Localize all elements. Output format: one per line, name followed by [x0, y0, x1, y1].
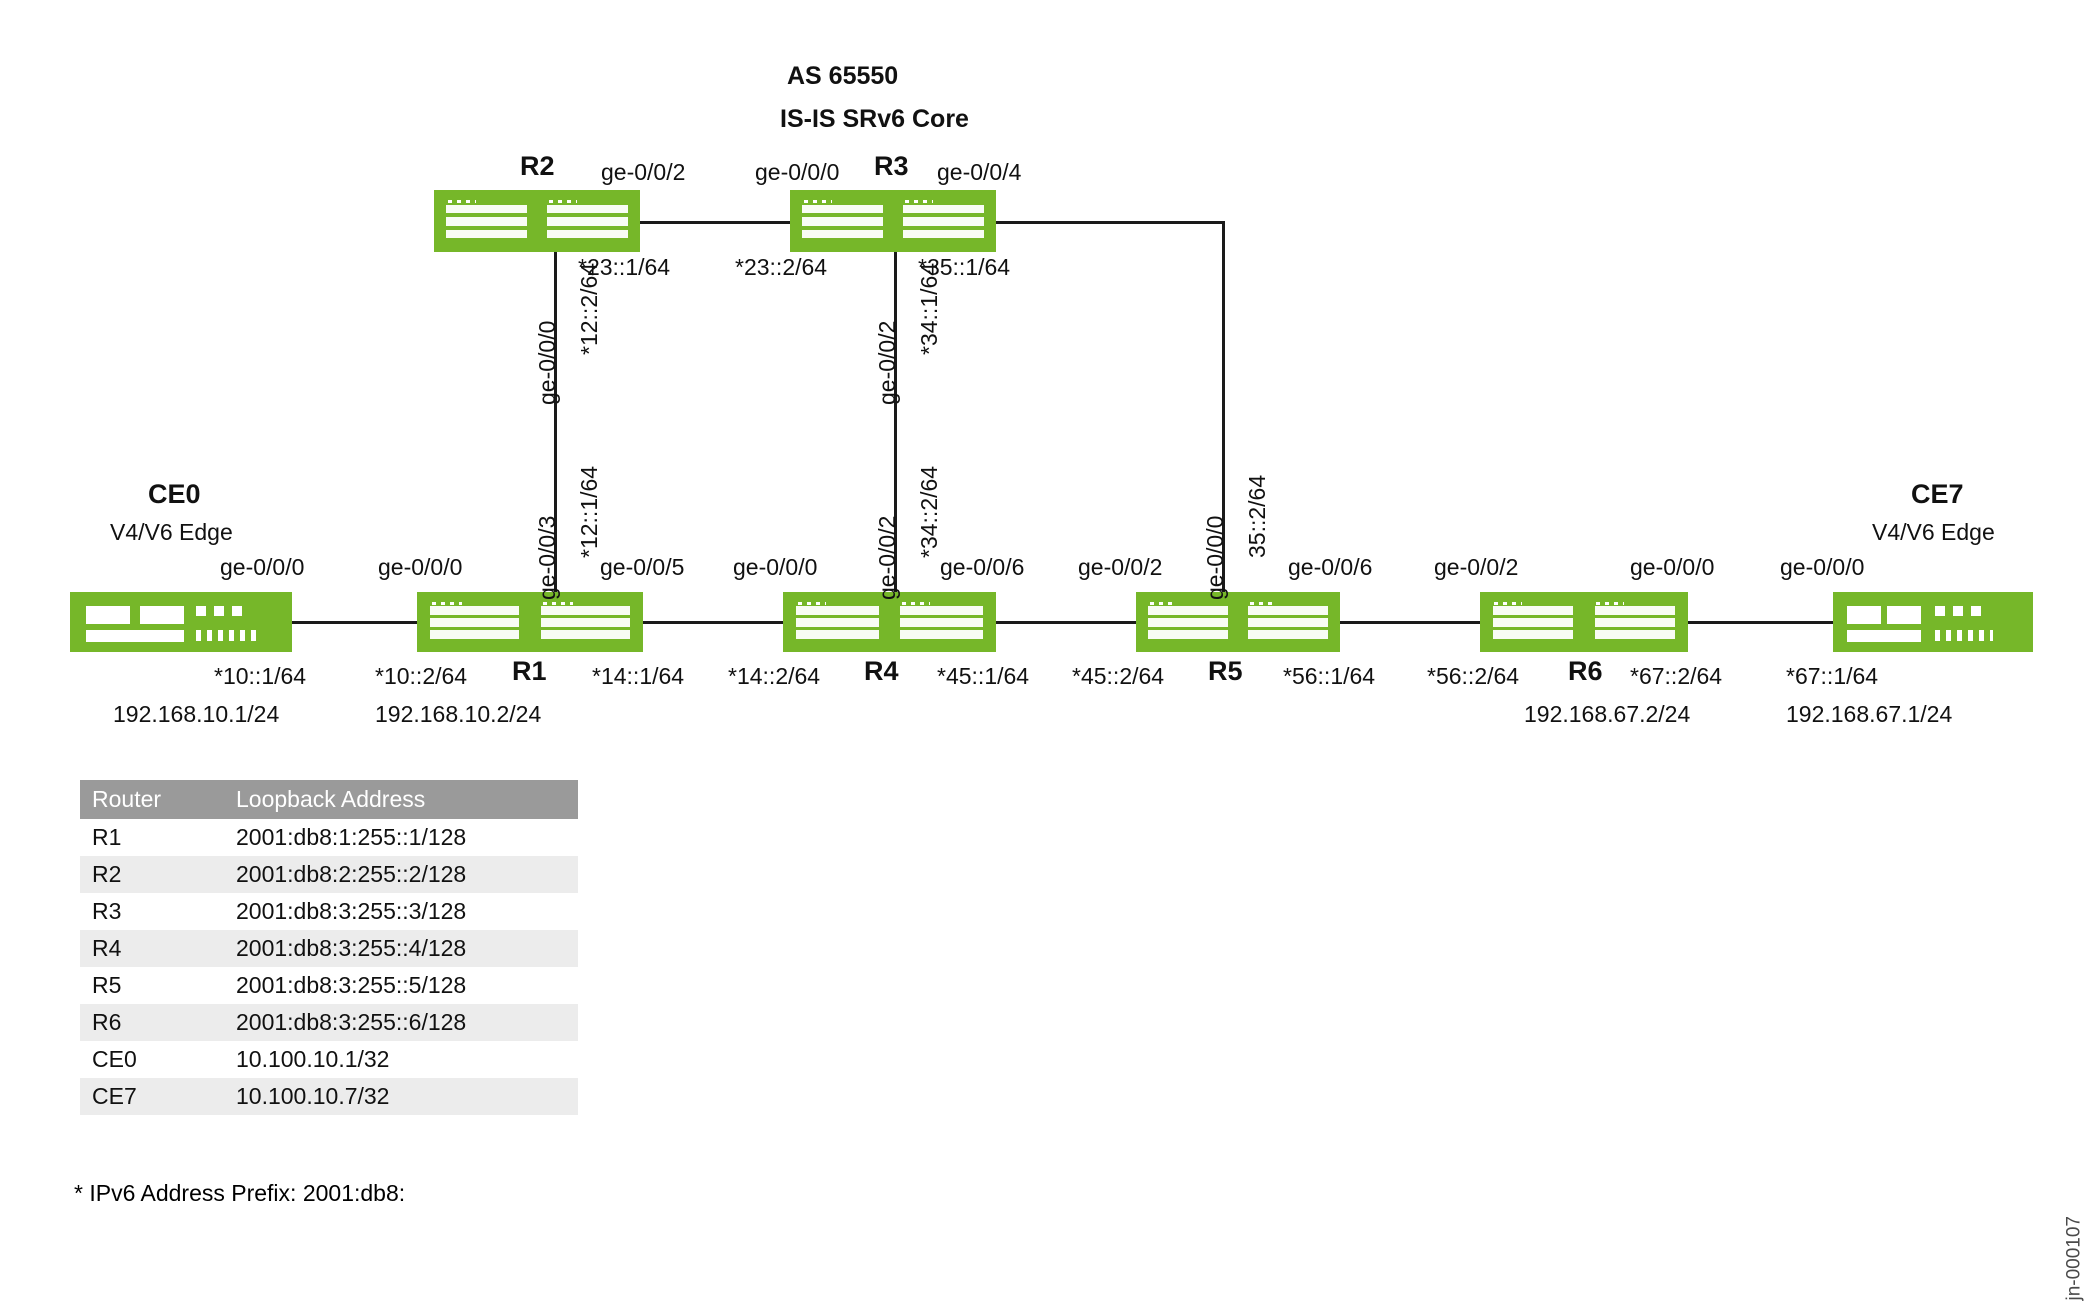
device-r6 [1480, 592, 1688, 652]
addr-r5-45-2: *45::2/64 [1072, 663, 1165, 689]
cell-router: R4 [80, 930, 224, 967]
table-row [80, 967, 578, 1004]
node-label-r6: R6 [1568, 656, 1603, 686]
addr-r6-56-2: *56::2/64 [1427, 663, 1520, 689]
table-row [80, 856, 578, 893]
node-label-r1: R1 [512, 656, 547, 686]
addr-r2-23-1: *23::1/64 [578, 254, 671, 280]
addr-r3-23-2: *23::2/64 [735, 254, 828, 280]
table-row [80, 1041, 578, 1078]
cell-router: R2 [80, 856, 224, 893]
iface-r1-ge-0-0-3: ge-0/0/3 [534, 515, 560, 600]
node-label-ce7: CE7 [1911, 479, 1964, 509]
link-r1-r4 [643, 621, 783, 624]
node-label-r5: R5 [1208, 656, 1243, 686]
addr-r3-34-1: *34::1/64 [916, 262, 942, 355]
cell-router: R6 [80, 1004, 224, 1041]
cell-loopback: 2001:db8:2:255::2/128 [224, 856, 578, 893]
link-r5-r6 [1340, 621, 1480, 624]
addr-ce0-ipv4: 192.168.10.1/24 [113, 701, 280, 727]
table-header-loopback: Loopback Address [224, 780, 578, 819]
node-role-ce7: V4/V6 Edge [1872, 519, 1995, 545]
cell-loopback: 2001:db8:3:255::3/128 [236, 898, 467, 924]
cell-loopback: 10.100.10.7/32 [224, 1078, 578, 1115]
link-r3-r5-top [996, 221, 1224, 224]
cell-router: CE0 [92, 1046, 137, 1072]
addr-r1-12-1: *12::1/64 [576, 465, 602, 558]
cell-router: R5 [92, 972, 122, 998]
table-header-router: Router [80, 780, 224, 819]
iface-ce0-ge-0-0-0: ge-0/0/0 [220, 554, 305, 580]
cell-router: R1 [92, 824, 122, 850]
core-title-as: AS 65550 [787, 62, 899, 90]
addr-r4-14-2: *14::2/64 [728, 663, 821, 689]
cell-router: CE7 [80, 1078, 224, 1115]
table-row [80, 819, 578, 856]
node-label-r4: R4 [864, 656, 899, 686]
link-r6-ce7 [1688, 621, 1833, 624]
device-ce0 [70, 592, 292, 652]
link-ce0-r1 [292, 621, 417, 624]
iface-r5-ge-0-0-2: ge-0/0/2 [1078, 554, 1163, 580]
addr-r3-35-1: *35::1/64 [918, 254, 1011, 280]
iface-r3-ge-0-0-0: ge-0/0/0 [755, 159, 840, 185]
node-role-ce0: V4/V6 Edge [110, 519, 233, 545]
addr-r1-14-1: *14::1/64 [592, 663, 685, 689]
device-r1 [417, 592, 643, 652]
link-r4-r5 [996, 621, 1136, 624]
core-title-protocol: IS-IS SRv6 Core [780, 105, 969, 133]
cell-loopback: 2001:db8:3:255::5/128 [236, 972, 467, 998]
device-r5 [1136, 592, 1340, 652]
node-label-ce0: CE0 [148, 479, 201, 509]
table-row [80, 1004, 578, 1041]
addr-r1-ipv4: 192.168.10.2/24 [375, 701, 542, 727]
table-row [80, 1078, 578, 1115]
iface-r4-ge-0-0-2-up: ge-0/0/2 [874, 515, 900, 600]
addr-ce0-10-1: *10::1/64 [214, 663, 307, 689]
iface-r2-ge-0-0-2: ge-0/0/2 [601, 159, 686, 185]
addr-r4-34-2: *34::2/64 [916, 465, 942, 558]
cell-loopback: 10.100.10.1/32 [236, 1046, 390, 1072]
iface-r4-ge-0-0-6: ge-0/0/6 [940, 554, 1025, 580]
device-r2 [434, 190, 640, 252]
addr-r5-56-1: *56::1/64 [1283, 663, 1376, 689]
iface-r3-ge-0-0-2: ge-0/0/2 [874, 320, 900, 405]
iface-ce7-ge-0-0-0: ge-0/0/0 [1780, 554, 1865, 580]
addr-r6-67-2: *67::2/64 [1630, 663, 1723, 689]
cell-loopback: 2001:db8:1:255::1/128 [236, 824, 467, 850]
cell-router: R3 [92, 898, 122, 924]
addr-r5-35-2: 35::2/64 [1244, 474, 1270, 558]
iface-r4-ge-0-0-0: ge-0/0/0 [733, 554, 818, 580]
iface-r5-ge-0-0-0: ge-0/0/0 [1202, 515, 1228, 600]
addr-r2-12-2: *12::2/64 [576, 262, 602, 355]
iface-r2-ge-0-0-0: ge-0/0/0 [534, 320, 560, 405]
table-row [80, 893, 578, 930]
iface-r6-ge-0-0-2: ge-0/0/2 [1434, 554, 1519, 580]
addr-r4-45-1: *45::1/64 [937, 663, 1030, 689]
link-r2-r3 [640, 221, 790, 224]
iface-r5-ge-0-0-6: ge-0/0/6 [1288, 554, 1373, 580]
cell-loopback: 2001:db8:3:255::4/128 [224, 930, 578, 967]
addr-r6-ipv4: 192.168.67.2/24 [1524, 701, 1691, 727]
cell-loopback: 2001:db8:3:255::6/128 [224, 1004, 578, 1041]
table-row [80, 930, 578, 967]
addr-ce7-67-1: *67::1/64 [1786, 663, 1879, 689]
iface-r1-ge-0-0-0: ge-0/0/0 [378, 554, 463, 580]
device-r4 [783, 592, 996, 652]
iface-r3-ge-0-0-4: ge-0/0/4 [937, 159, 1022, 185]
iface-r6-ge-0-0-0: ge-0/0/0 [1630, 554, 1715, 580]
addr-ce7-ipv4: 192.168.67.1/24 [1786, 701, 1953, 727]
device-r3 [790, 190, 996, 252]
prefix-footnote: * IPv6 Address Prefix: 2001:db8: [74, 1180, 406, 1206]
loopback-table [80, 780, 578, 1115]
figure-code: jn-000107 [2064, 1216, 2085, 1301]
device-ce7 [1833, 592, 2033, 652]
iface-r1-ge-0-0-5: ge-0/0/5 [600, 554, 685, 580]
node-label-r2: R2 [520, 151, 555, 181]
addr-r1-10-2: *10::2/64 [375, 663, 468, 689]
node-label-r3: R3 [874, 151, 909, 181]
table-header-row [80, 780, 578, 819]
